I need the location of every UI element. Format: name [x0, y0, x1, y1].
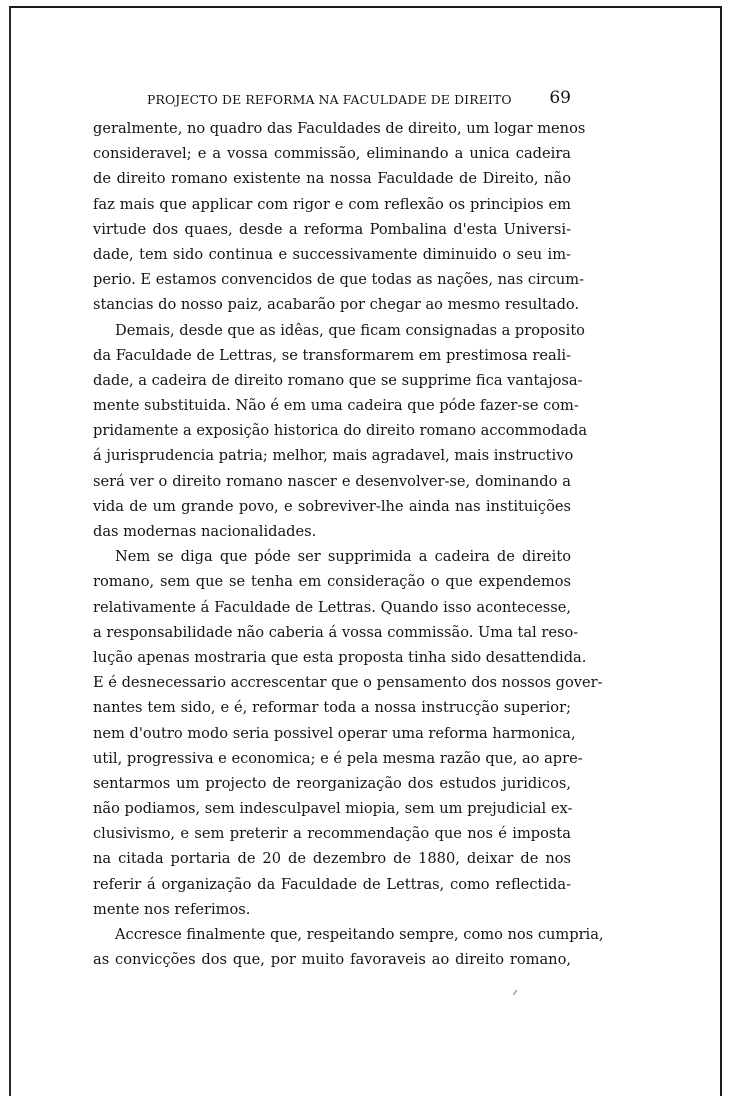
text-line: nem d'outro modo seria possivel operar uma reforma harmonica, [93, 724, 576, 742]
text-line: geralmente, no quadro das Faculdades de direito, um logar menos [93, 120, 586, 137]
text-line: sentarmos um projecto de reorganização dos estudos juridicos, [93, 774, 571, 792]
text-line: na citada portaria de 20 de dezembro de 1880, deixar de nos [93, 850, 571, 868]
text-line: dade, tem sido continua e successivamente diminuido o seu im- [93, 245, 571, 263]
paragraph-start-line: Accresce finalmente que, respeitando sempre, como nos cumpria, [115, 926, 604, 943]
text-line: a responsabilidade não caberia á vossa commissão. Uma tal reso- [93, 623, 579, 641]
text-line: nantes tem sido, e é, reformar toda a nossa instrucção superior; [93, 699, 571, 717]
page-number: 69 [549, 88, 571, 108]
text-line: de direito romano existente na nossa Faculdade de Direito, não [93, 170, 571, 188]
text-line: E é desnecessario accrescentar que o pensamento dos nossos gover- [93, 674, 603, 692]
document-page [93, 82, 604, 972]
text-line: romano, sem que se tenha em consideração o que expendemos [93, 573, 571, 591]
text-line: clusivismo, e sem preterir a recommendação que nos é imposta [93, 825, 571, 843]
text-line: das modernas nacionalidades. [93, 523, 317, 540]
text-line: á jurisprudencia patria; melhor, mais agradavel, mais instructivo [93, 447, 574, 465]
text-line: as convicções dos que, por muito favoraveis ao direito romano, [93, 951, 571, 969]
text-line: não podiamos, sem indesculpavel miopia, sem um prejudicial ex- [93, 800, 573, 818]
text-line: será ver o direito romano nascer e desenvolver-se, dominando a [93, 472, 571, 490]
text-line: relativamente á Faculdade de Lettras. Quando isso acontecesse, [93, 598, 571, 616]
running-title: PROJECTO DE REFORMA NA FACULDADE DE DIREITO [147, 92, 512, 107]
text-line: mente nos referimos. [93, 900, 251, 918]
text-line: util, progressiva e economica; e é pela mesma razão que, ao apre- [93, 749, 583, 767]
text-line: da Faculdade de Lettras, se transformarem em prestimosa reali- [93, 346, 571, 364]
text-line: mente substituida. Não é em uma cadeira que póde fazer-se com- [93, 397, 579, 415]
text-line: virtude dos quaes, desde a reforma Pombalina d'esta Universi- [93, 220, 571, 238]
text-line: stancias do nosso paiz, acabarão por chegar ao mesmo resultado. [93, 296, 580, 314]
text-line: lução apenas mostraria que esta proposta tinha sido desattendida. [93, 648, 587, 666]
body-text [93, 116, 604, 972]
text-line: dade, a cadeira de direito romano que se supprime fica vantajosa- [93, 371, 583, 389]
text-line: consideravel; e a vossa commissão, eliminando a unica cadeira [93, 145, 571, 163]
paragraph-start-line: Nem se diga que póde ser supprimida a cadeira de direito [115, 548, 571, 566]
text-line: perio. E estamos convencidos de que todas as nações, nas circum- [93, 271, 585, 289]
text-line: vida de um grande povo, e sobreviver-lhe ainda nas instituições [93, 497, 571, 515]
paragraph-start-line: Demais, desde que as idêas, que ficam consignadas a proposito [115, 321, 585, 339]
text-line: faz mais que applicar com rigor e com reflexão os principios em [93, 195, 571, 213]
text-line: pridamente a exposição historica do direito romano accommodada [93, 422, 588, 440]
running-head [93, 82, 571, 106]
text-line: referir á organização da Faculdade de Lettras, como reflectida- [93, 875, 571, 893]
